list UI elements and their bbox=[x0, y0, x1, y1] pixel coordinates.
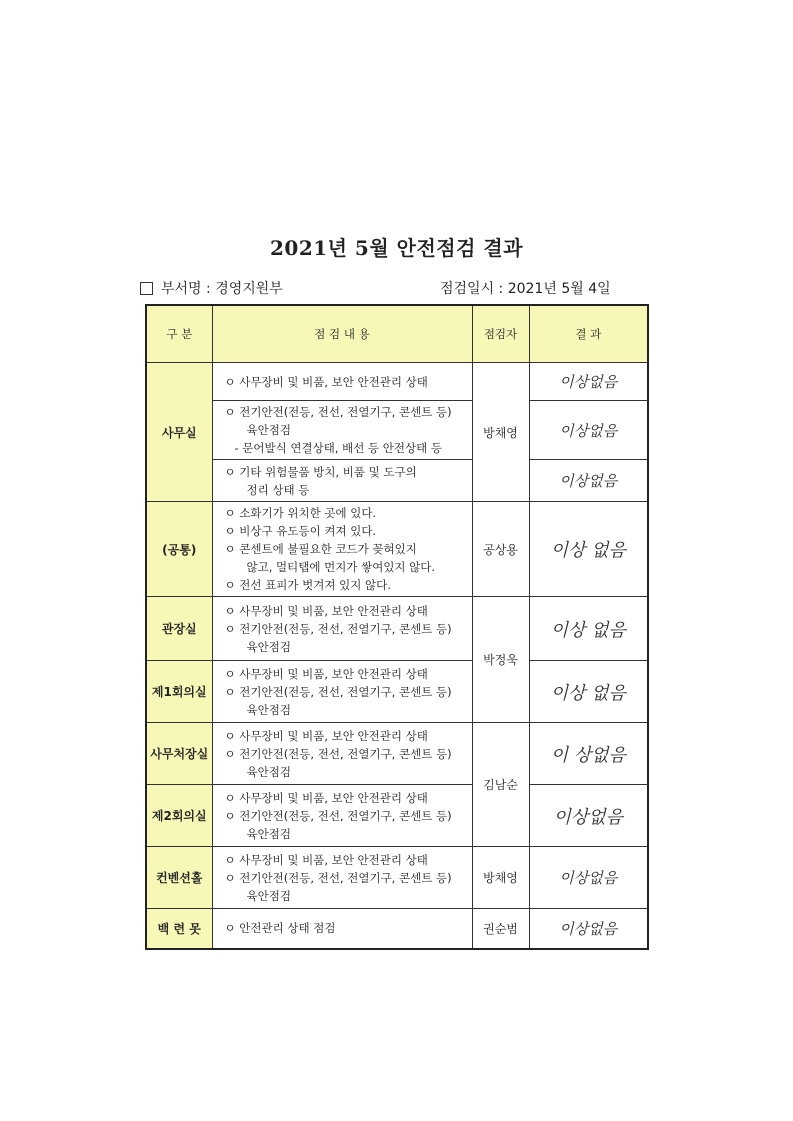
check-content: ㅇ 안전관리 상태 점검 bbox=[212, 909, 472, 949]
inspector-name: 공상용 bbox=[472, 502, 529, 597]
inspection-date: 점검일시 : 2021년 5월 4일 bbox=[440, 281, 611, 297]
checkbox-icon bbox=[140, 282, 153, 295]
result-signature: 이상없음 bbox=[529, 847, 648, 909]
check-content: ㅇ 기타 위험물품 방치, 비품 및 도구의 정리 상태 등 bbox=[212, 460, 472, 502]
category-room: 제2회의실 bbox=[146, 785, 212, 847]
check-content: ㅇ 사무장비 및 비품, 보안 안전관리 상태 ㅇ 전기안전(전등, 전선, 전열기구, 콘센트 등) 육안점검 bbox=[212, 723, 472, 785]
table-row bbox=[146, 597, 648, 661]
table-row bbox=[146, 723, 648, 785]
result-signature: 이상없음 bbox=[529, 363, 648, 401]
check-content: ㅇ 전기안전(전등, 전선, 전열기구, 콘센트 등) 육안점검 - 문어발식 연결상태, 배선 등 안전상태 등 bbox=[212, 401, 472, 460]
table-row bbox=[146, 401, 648, 460]
result-signature: 이상없음 bbox=[529, 785, 648, 847]
inspector-name: 방채영 bbox=[472, 363, 529, 502]
table-row bbox=[146, 460, 648, 502]
check-content: ㅇ 사무장비 및 비품, 보안 안전관리 상태 bbox=[212, 363, 472, 401]
category-room: 백 련 못 bbox=[146, 909, 212, 949]
check-content: ㅇ 사무장비 및 비품, 보안 안전관리 상태 ㅇ 전기안전(전등, 전선, 전열기구, 콘센트 등) 육안점검 bbox=[212, 847, 472, 909]
table-row bbox=[146, 661, 648, 723]
result-signature: 이상 없음 bbox=[529, 661, 648, 723]
header-inspector: 점검자 bbox=[472, 305, 529, 363]
header-row bbox=[146, 305, 648, 363]
category-room: 사무처장실 bbox=[146, 723, 212, 785]
check-content: ㅇ 소화기가 위치한 곳에 있다. ㅇ 비상구 유도등이 켜져 있다. ㅇ 콘센트에 불필요한 코드가 꽂혀있지 않고, 멀티탭에 먼지가 쌓여있지 않다. ㅇ 전선 표피가 벗겨져 있지 않다. bbox=[212, 502, 472, 597]
header-result: 결 과 bbox=[529, 305, 648, 363]
category-room: 관장실 bbox=[146, 597, 212, 661]
category-room: 컨벤션홀 bbox=[146, 847, 212, 909]
department-label: 부서명 : 경영지원부 bbox=[161, 281, 283, 297]
result-signature: 이상 없음 bbox=[529, 502, 648, 597]
inspector-name: 김남순 bbox=[472, 723, 529, 847]
department-line bbox=[140, 278, 283, 298]
check-content: ㅇ 사무장비 및 비품, 보안 안전관리 상태 ㅇ 전기안전(전등, 전선, 전열기구, 콘센트 등) 육안점검 bbox=[212, 597, 472, 661]
document-title: 2021년 5월 안전점검 결과 bbox=[269, 236, 524, 260]
inspector-name: 박정욱 bbox=[472, 597, 529, 723]
check-content: ㅇ 사무장비 및 비품, 보안 안전관리 상태 ㅇ 전기안전(전등, 전선, 전열기구, 콘센트 등) 육안점검 bbox=[212, 785, 472, 847]
result-signature: 이상없음 bbox=[529, 909, 648, 949]
category-common: (공통) bbox=[146, 502, 212, 597]
table-row bbox=[146, 909, 648, 949]
table-row bbox=[146, 785, 648, 847]
inspector-name: 방채영 bbox=[472, 847, 529, 909]
inspector-name: 권순범 bbox=[472, 909, 529, 949]
table-row bbox=[146, 363, 648, 401]
check-content: ㅇ 사무장비 및 비품, 보안 안전관리 상태 ㅇ 전기안전(전등, 전선, 전열기구, 콘센트 등) 육안점검 bbox=[212, 661, 472, 723]
category-room: 제1회의실 bbox=[146, 661, 212, 723]
inspection-table bbox=[145, 304, 649, 950]
table-row bbox=[146, 847, 648, 909]
result-signature: 이 상없음 bbox=[529, 723, 648, 785]
header-category: 구 분 bbox=[146, 305, 212, 363]
table-row bbox=[146, 502, 648, 597]
result-signature: 이상없음 bbox=[529, 460, 648, 502]
header-content: 점 검 내 용 bbox=[212, 305, 472, 363]
result-signature: 이상 없음 bbox=[529, 597, 648, 661]
category-office: 사무실 bbox=[146, 363, 212, 502]
result-signature: 이상없음 bbox=[529, 401, 648, 460]
